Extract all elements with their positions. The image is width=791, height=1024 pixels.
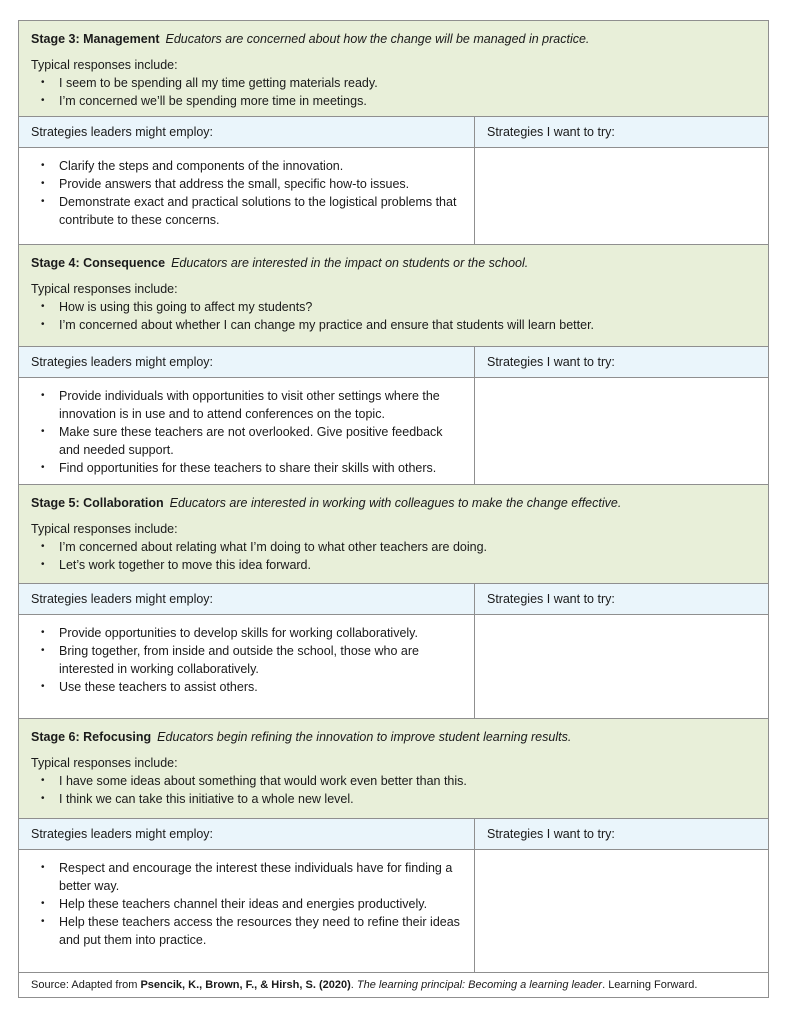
list-item: • Clarify the steps and components of the innovation. [31,157,462,175]
typical-responses-label: Typical responses include: [31,58,178,72]
strategies-list [31,387,462,477]
list-item: • Help these teachers channel their ideas and energies productively. [31,895,462,913]
stage-description: Educators are interested in working with colleagues to make the change effective. [169,496,622,510]
typical-responses-label: Typical responses include: [31,756,178,770]
list-item: • How is using this going to affect my students? [31,298,756,316]
source-citation [19,973,768,997]
stage-heading [31,495,756,512]
list-item: • Find opportunities for these teachers to share their skills with others. [31,459,462,477]
list-item: • I’m concerned about relating what I’m doing to what other teachers are doing. [31,538,756,556]
stage-description: Educators begin refining the innovation to improve student learning results. [157,730,572,744]
leaders-strategies-header: Strategies leaders might employ: [19,117,475,147]
leaders-strategies-cell [19,378,475,484]
leaders-strategies-header: Strategies leaders might employ: [19,584,475,614]
typical-responses-label: Typical responses include: [31,522,178,536]
strategies-row [19,850,768,973]
source-publisher: . Learning Forward. [602,979,698,991]
source-authors: Psencik, K., Brown, F., & Hirsh, S. (2020) [140,979,351,991]
stage-4-section [19,245,768,347]
list-item: • I’m concerned we’ll be spending more time in meetings. [31,92,756,110]
leaders-strategies-header: Strategies leaders might employ: [19,819,475,849]
stage-3-section [19,21,768,117]
stage-description: Educators are interested in the impact on students or the school. [171,256,529,270]
list-item: • Use these teachers to assist others. [31,678,462,696]
my-strategies-header: Strategies I want to try: [487,125,615,139]
strategies-row [19,615,768,719]
my-strategies-header: Strategies I want to try: [487,827,615,841]
my-strategies-header: Strategies I want to try: [487,355,615,369]
list-item: • Provide individuals with opportunities to visit other settings where the innovation is in use and to attend conferences on the topic. [31,387,462,423]
strategies-list [31,624,462,696]
source-book-title: The learning principal: Becoming a learning leader [356,979,603,991]
leaders-strategies-cell [19,615,475,718]
list-item: • Respect and encourage the interest these individuals have for finding a better way. [31,859,462,895]
strategies-header-row [19,117,768,148]
strategies-row [19,378,768,485]
stage-heading [31,729,756,746]
strategies-header-row [19,819,768,850]
leaders-strategies-cell [19,148,475,244]
strategies-list [31,157,462,229]
list-item: • I have some ideas about something that would work even better than this. [31,772,756,790]
leaders-strategies-cell [19,850,475,972]
stage-heading [31,255,756,272]
stage-title: Stage 5: Collaboration [31,496,164,510]
concerns-table [18,20,769,998]
my-strategies-cell[interactable] [475,850,768,972]
typical-responses-list [31,298,756,334]
list-item: • Help these teachers access the resources they need to refine their ideas and put them into practice. [31,913,462,949]
stage-title: Stage 6: Refocusing [31,730,152,744]
stage-description: Educators are concerned about how the change will be managed in practice. [165,32,590,46]
stage-5-section [19,485,768,584]
stage-6-section [19,719,768,819]
list-item: • I seem to be spending all my time getting materials ready. [31,74,756,92]
my-strategies-cell[interactable] [475,148,768,244]
strategies-row [19,148,768,245]
stage-title: Stage 3: Management [31,32,160,46]
list-item: • I think we can take this initiative to a whole new level. [31,790,756,808]
list-item: • Bring together, from inside and outside the school, those who are interested in working collaboratively. [31,642,462,678]
strategies-list [31,859,462,949]
stage-title: Stage 4: Consequence [31,256,166,270]
my-strategies-header: Strategies I want to try: [487,592,615,606]
typical-responses-list [31,772,756,808]
my-strategies-cell[interactable] [475,615,768,718]
typical-responses-list [31,74,756,110]
strategies-header-row [19,347,768,378]
source-separator: . [350,979,357,991]
list-item: • I’m concerned about whether I can change my practice and ensure that students will learn better. [31,316,756,334]
my-strategies-cell[interactable] [475,378,768,484]
list-item: • Make sure these teachers are not overlooked. Give positive feedback and needed support. [31,423,462,459]
list-item: • Provide opportunities to develop skills for working collaboratively. [31,624,462,642]
stage-heading [31,31,756,48]
leaders-strategies-header: Strategies leaders might employ: [19,347,475,377]
typical-responses-list [31,538,756,574]
list-item: • Let’s work together to move this idea forward. [31,556,756,574]
source-prefix: Source: Adapted from [31,979,141,991]
strategies-header-row [19,584,768,615]
typical-responses-label: Typical responses include: [31,282,178,296]
list-item: • Demonstrate exact and practical solutions to the logistical problems that contribute to these concerns. [31,193,462,229]
list-item: • Provide answers that address the small, specific how-to issues. [31,175,462,193]
